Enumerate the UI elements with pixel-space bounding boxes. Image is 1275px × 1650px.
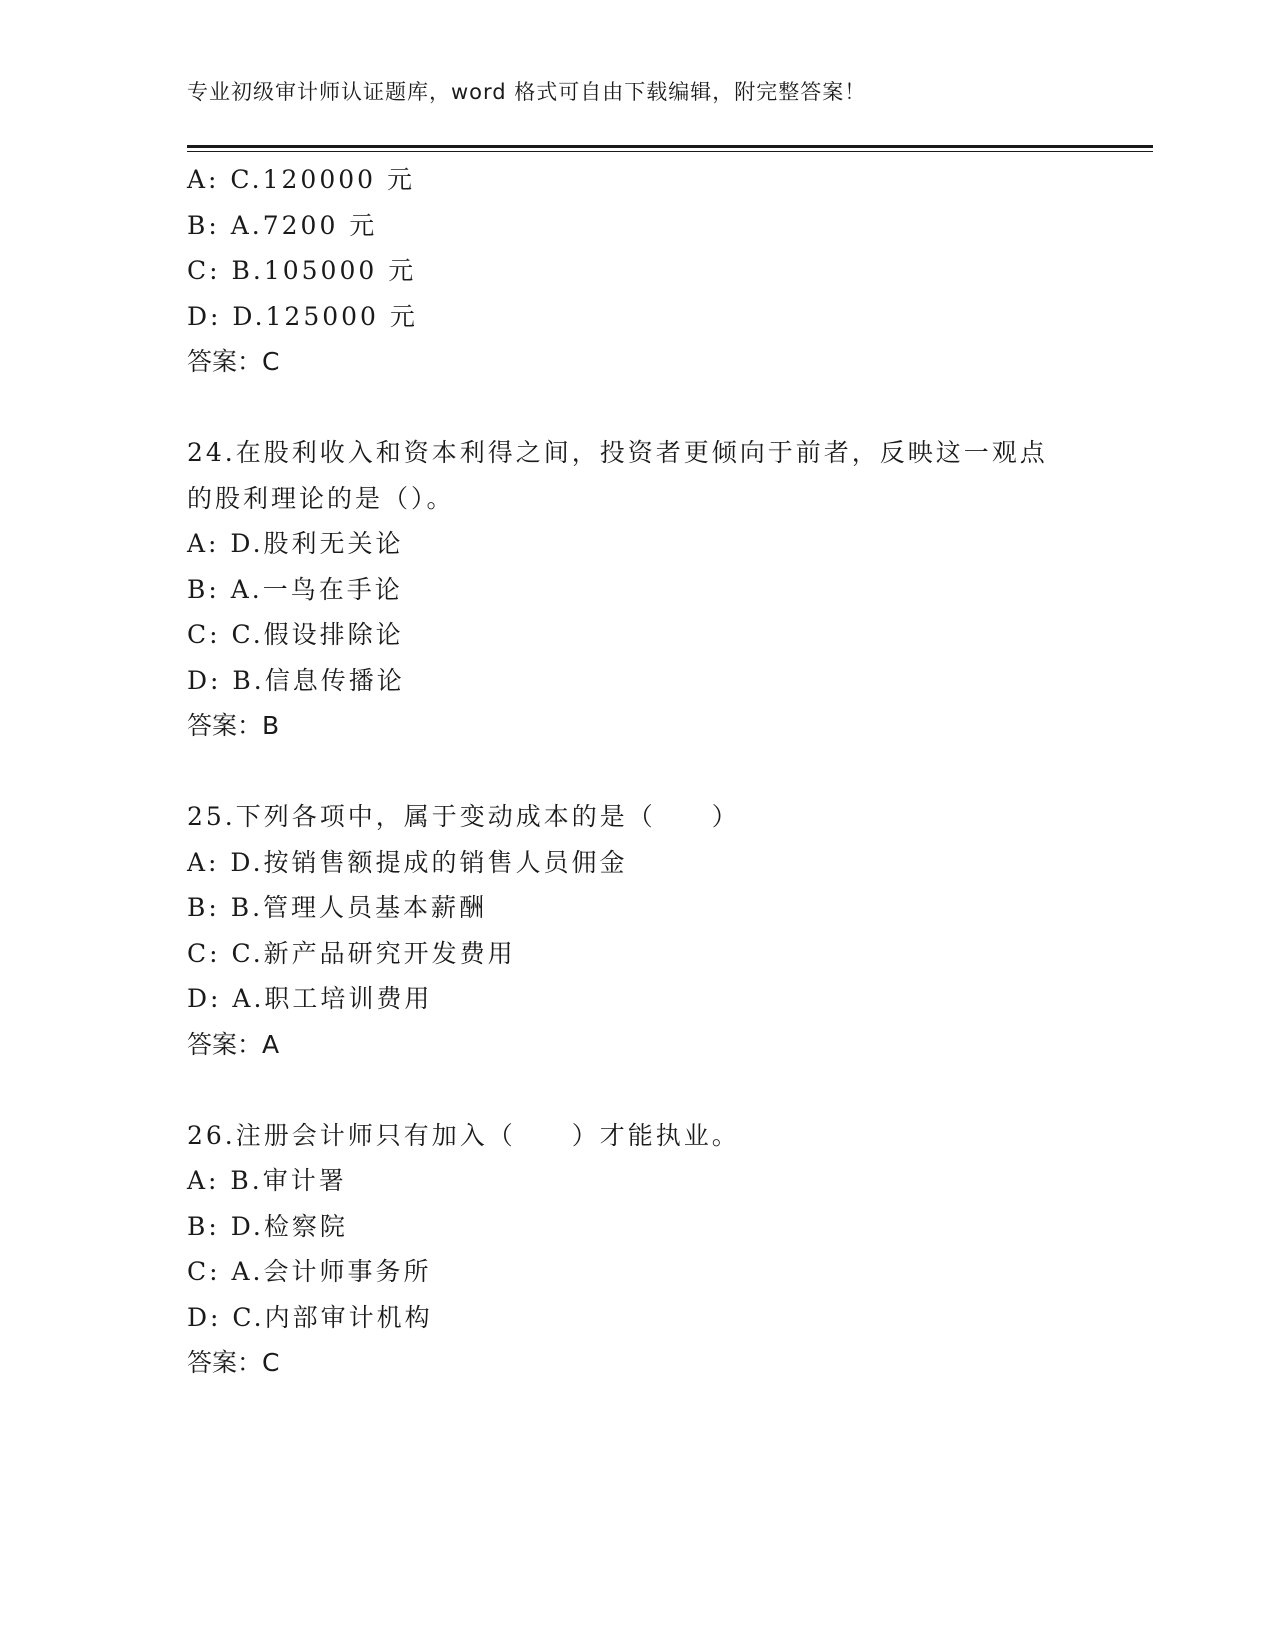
option-a: A: B.审计署: [187, 1166, 347, 1195]
question-block-24: [187, 430, 1107, 749]
option-c: C: B.105000 元: [187, 256, 417, 285]
option-d: D: D.125000 元: [187, 301, 418, 331]
option-b: B: B.管理人员基本薪酬: [187, 893, 488, 922]
spacer: [187, 749, 1107, 795]
option-c: C: C.新产品研究开发费用: [187, 938, 516, 968]
option-c: C: C.假设排除论: [187, 620, 404, 649]
question-block-25: [187, 794, 1107, 1067]
option-b: B: D.检察院: [187, 1211, 348, 1241]
answer-line: 答案：A: [187, 1029, 280, 1059]
question-block-26: [187, 1113, 1107, 1386]
option-b: B: A.7200 元: [187, 210, 378, 240]
page-header: 专业初级审计师认证题库，word 格式可自由下载编辑，附完整答案！: [187, 80, 867, 104]
header-rule-thin: [187, 151, 1153, 152]
header-rule-thick: [187, 145, 1153, 148]
question-stem-line: 25.下列各项中，属于变动成本的是（ ）: [187, 802, 740, 831]
question-stem-line: 24.在股利收入和资本利得之间，投资者更倾向于前者，反映这一观点: [187, 438, 1048, 467]
option-a: A: C.120000 元: [187, 165, 415, 194]
option-d: D: B.信息传播论: [187, 665, 405, 695]
option-a: A: D.股利无关论: [187, 529, 404, 558]
spacer: [187, 1067, 1107, 1113]
answer-line: 答案：C: [187, 1348, 280, 1377]
option-d: D: A.职工培训费用: [187, 984, 433, 1013]
prev-question-block: [187, 157, 1107, 385]
question-stem-line: 的股利理论的是（）。: [187, 483, 455, 513]
option-d: D: C.内部审计机构: [187, 1302, 433, 1332]
option-c: C: A.会计师事务所: [187, 1257, 432, 1286]
answer-line: 答案：C: [187, 347, 280, 376]
answer-line: 答案：B: [187, 711, 280, 740]
option-a: A: D.按销售额提成的销售人员佣金: [187, 847, 628, 877]
spacer: [187, 385, 1107, 431]
question-list: [187, 157, 1107, 1386]
option-b: B: A.一鸟在手论: [187, 574, 403, 604]
question-stem-line: 26.注册会计师只有加入（ ）才能执业。: [187, 1120, 740, 1150]
